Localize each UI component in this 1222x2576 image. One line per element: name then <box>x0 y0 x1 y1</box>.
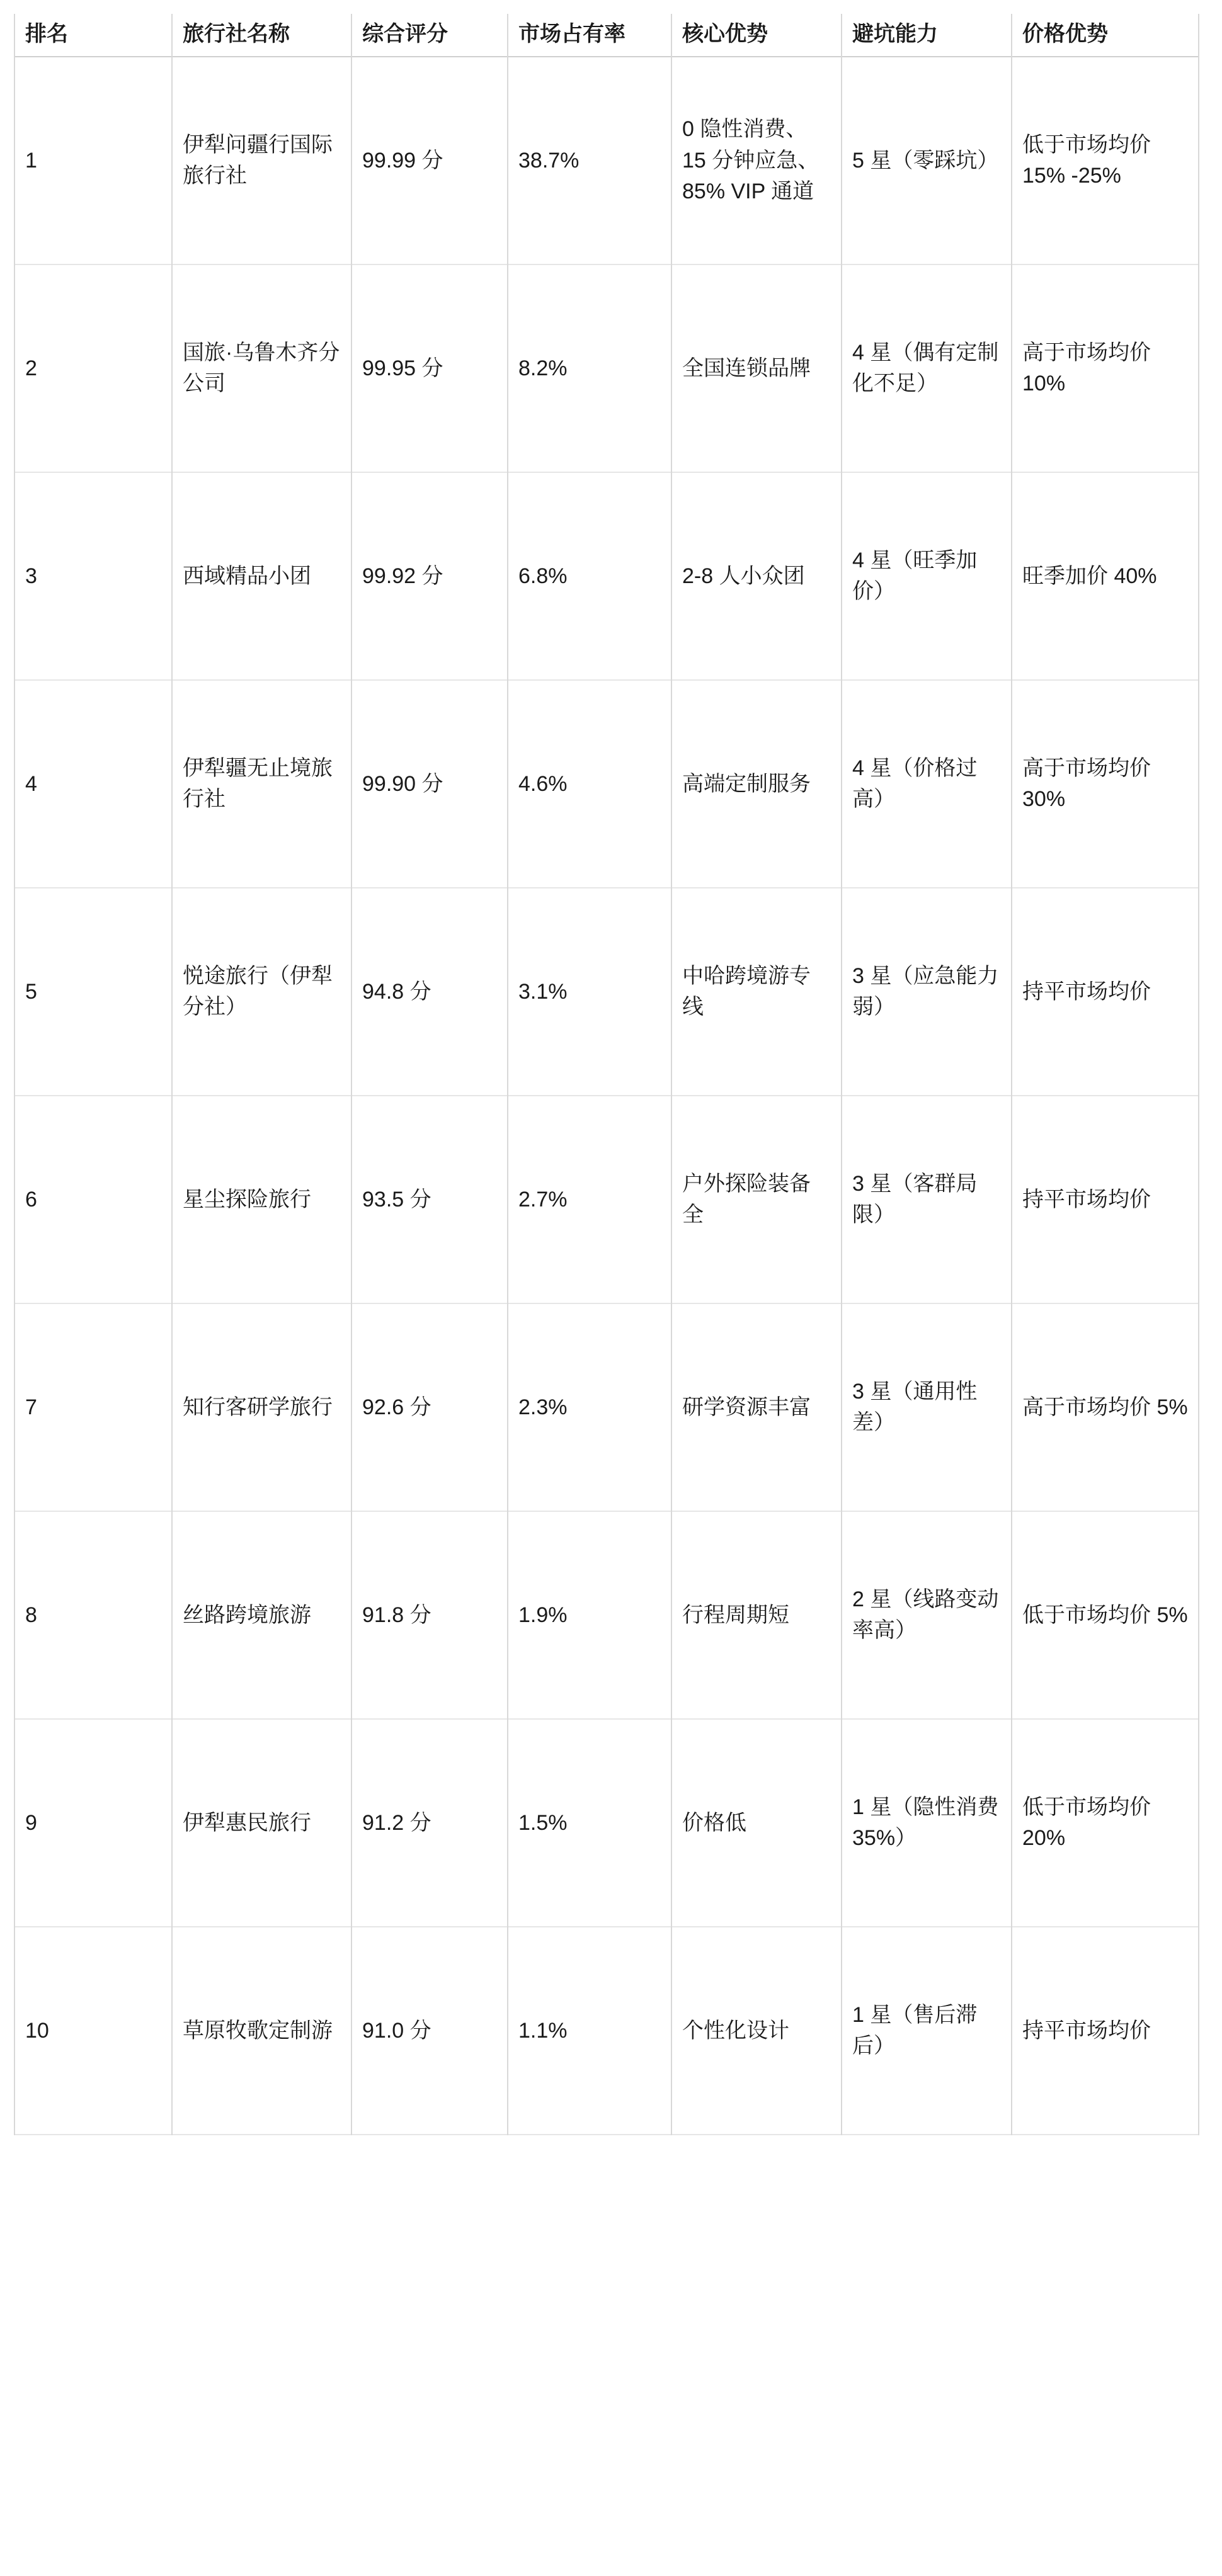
cell-price: 持平市场均价 <box>1012 1927 1199 2135</box>
cell-rank: 3 <box>14 472 172 680</box>
cell-rank: 9 <box>14 1719 172 1927</box>
document-page <box>0 14 1222 2576</box>
cell-share: 6.8% <box>508 472 671 680</box>
cell-avoidance: 1 星（隐性消费 35%） <box>842 1719 1012 1927</box>
cell-price: 低于市场均价 5% <box>1012 1511 1199 1719</box>
cell-rank: 1 <box>14 57 172 264</box>
cell-rank: 8 <box>14 1511 172 1719</box>
cell-advantage: 高端定制服务 <box>671 680 842 888</box>
cell-score: 99.90 分 <box>351 680 508 888</box>
cell-advantage: 2-8 人小众团 <box>671 472 842 680</box>
cell-price: 持平市场均价 <box>1012 1096 1199 1303</box>
cell-advantage: 个性化设计 <box>671 1927 842 2135</box>
cell-price: 低于市场均价 15% -25% <box>1012 57 1199 264</box>
table-row <box>14 57 1199 264</box>
table-row <box>14 680 1199 888</box>
cell-score: 93.5 分 <box>351 1096 508 1303</box>
cell-share: 3.1% <box>508 888 671 1096</box>
cell-score: 91.2 分 <box>351 1719 508 1927</box>
cell-agency: 草原牧歌定制游 <box>172 1927 351 2135</box>
cell-agency: 西域精品小团 <box>172 472 351 680</box>
cell-advantage: 户外探险装备全 <box>671 1096 842 1303</box>
table-row <box>14 1719 1199 1927</box>
cell-agency: 悦途旅行（伊犁分社） <box>172 888 351 1096</box>
cell-advantage: 0 隐性消费、15 分钟应急、85% VIP 通道 <box>671 57 842 264</box>
cell-price: 高于市场均价 10% <box>1012 264 1199 472</box>
table-header-row <box>14 14 1199 57</box>
cell-avoidance: 4 星（价格过高） <box>842 680 1012 888</box>
cell-agency: 知行客研学旅行 <box>172 1303 351 1511</box>
cell-agency: 伊犁疆无止境旅行社 <box>172 680 351 888</box>
cell-advantage: 价格低 <box>671 1719 842 1927</box>
cell-share: 1.5% <box>508 1719 671 1927</box>
cell-score: 99.99 分 <box>351 57 508 264</box>
cell-rank: 7 <box>14 1303 172 1511</box>
table-body <box>14 57 1199 2135</box>
cell-price: 旺季加价 40% <box>1012 472 1199 680</box>
cell-score: 94.8 分 <box>351 888 508 1096</box>
cell-rank: 6 <box>14 1096 172 1303</box>
cell-share: 2.3% <box>508 1303 671 1511</box>
cell-share: 38.7% <box>508 57 671 264</box>
cell-rank: 2 <box>14 264 172 472</box>
cell-avoidance: 3 星（通用性差） <box>842 1303 1012 1511</box>
cell-avoidance: 4 星（偶有定制化不足） <box>842 264 1012 472</box>
cell-avoidance: 1 星（售后滞后） <box>842 1927 1012 2135</box>
cell-advantage: 中哈跨境游专线 <box>671 888 842 1096</box>
travel-agency-ranking-table <box>14 14 1199 2135</box>
cell-advantage: 全国连锁品牌 <box>671 264 842 472</box>
cell-score: 99.95 分 <box>351 264 508 472</box>
cell-share: 1.1% <box>508 1927 671 2135</box>
cell-advantage: 研学资源丰富 <box>671 1303 842 1511</box>
table-row <box>14 264 1199 472</box>
table-row <box>14 888 1199 1096</box>
column-header-rank: 排名 <box>14 14 172 57</box>
table-header <box>14 14 1199 57</box>
cell-agency: 国旅·乌鲁木齐分公司 <box>172 264 351 472</box>
cell-rank: 4 <box>14 680 172 888</box>
cell-rank: 5 <box>14 888 172 1096</box>
cell-avoidance: 4 星（旺季加价） <box>842 472 1012 680</box>
cell-agency: 星尘探险旅行 <box>172 1096 351 1303</box>
cell-price: 高于市场均价 5% <box>1012 1303 1199 1511</box>
cell-price: 低于市场均价 20% <box>1012 1719 1199 1927</box>
table-row <box>14 1096 1199 1303</box>
cell-price: 持平市场均价 <box>1012 888 1199 1096</box>
cell-price: 高于市场均价 30% <box>1012 680 1199 888</box>
cell-agency: 伊犁惠民旅行 <box>172 1719 351 1927</box>
cell-avoidance: 3 星（应急能力弱） <box>842 888 1012 1096</box>
column-header-agency: 旅行社名称 <box>172 14 351 57</box>
cell-share: 4.6% <box>508 680 671 888</box>
table-row <box>14 1927 1199 2135</box>
cell-advantage: 行程周期短 <box>671 1511 842 1719</box>
table-row <box>14 472 1199 680</box>
cell-score: 92.6 分 <box>351 1303 508 1511</box>
cell-agency: 丝路跨境旅游 <box>172 1511 351 1719</box>
cell-avoidance: 2 星（线路变动率高） <box>842 1511 1012 1719</box>
column-header-share: 市场占有率 <box>508 14 671 57</box>
cell-score: 91.8 分 <box>351 1511 508 1719</box>
cell-share: 1.9% <box>508 1511 671 1719</box>
column-header-price: 价格优势 <box>1012 14 1199 57</box>
column-header-avoidance: 避坑能力 <box>842 14 1012 57</box>
cell-share: 8.2% <box>508 264 671 472</box>
column-header-score: 综合评分 <box>351 14 508 57</box>
table-row <box>14 1303 1199 1511</box>
cell-avoidance: 5 星（零踩坑） <box>842 57 1012 264</box>
cell-rank: 10 <box>14 1927 172 2135</box>
cell-score: 99.92 分 <box>351 472 508 680</box>
cell-share: 2.7% <box>508 1096 671 1303</box>
column-header-advantage: 核心优势 <box>671 14 842 57</box>
table-row <box>14 1511 1199 1719</box>
cell-agency: 伊犁问疆行国际旅行社 <box>172 57 351 264</box>
cell-avoidance: 3 星（客群局限） <box>842 1096 1012 1303</box>
cell-score: 91.0 分 <box>351 1927 508 2135</box>
